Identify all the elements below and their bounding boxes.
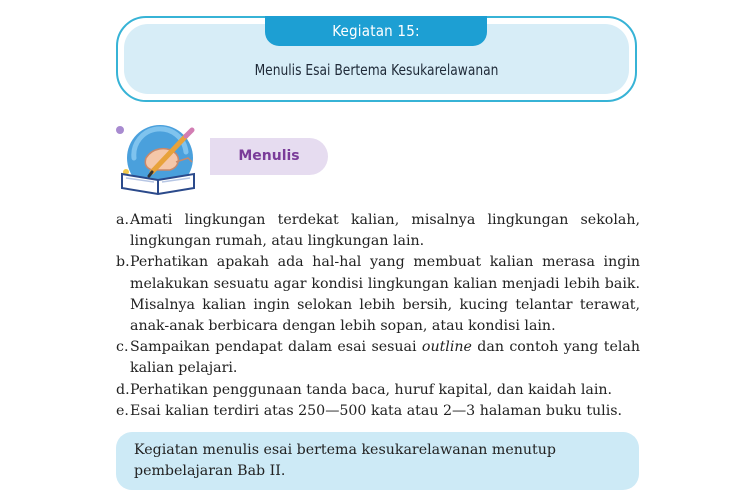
note-text: Kegiatan menulis esai bertema kesukarelawanan menutup pembelajaran Bab II.	[134, 442, 556, 479]
section-label: Menulis	[210, 138, 328, 175]
list-item-text	[130, 337, 640, 379]
activity-title: Menulis Esai Bertema Kesukarelawanan	[254, 61, 499, 79]
list-marker: b.	[116, 254, 130, 271]
list-item	[116, 252, 640, 337]
list-marker: e.	[116, 402, 129, 419]
list-item-text: Perhatikan penggunaan tanda baca, huruf kapital, dan kaidah lain.	[130, 381, 613, 398]
list-marker: c.	[116, 339, 129, 356]
list-marker: d.	[116, 381, 130, 398]
list-item	[116, 337, 640, 379]
list-item-text: Amati lingkungan terdekat kalian, misalnya lingkungan sekolah, lingkungan rumah, atau lingkungan lain.	[130, 212, 640, 250]
list-item	[116, 380, 640, 401]
list-item	[116, 210, 640, 252]
instruction-list	[116, 210, 640, 422]
list-item-text: Perhatikan apakah ada hal-hal yang membuat kalian merasa ingin melakukan sesuatu agar kondisi lingkungan kalian menjadi lebih baik. Misalnya kalian ingin selokan lebih bersih, kucing telantar terawat, anak-anak berbicara dengan lebih sopan, atau kondisi lain.	[130, 254, 640, 335]
note-box	[116, 432, 639, 490]
list-item-text-before: Sampaikan pendapat dalam esai sesuai	[130, 339, 422, 356]
list-marker: a.	[116, 212, 129, 228]
list-item	[116, 401, 640, 422]
list-item-text-italic: outline	[421, 339, 472, 356]
activity-label: Kegiatan 15:	[265, 16, 487, 46]
list-item-text-after: dan contoh yang telah kalian pelajari.	[130, 339, 640, 377]
list-item-text: Esai kalian terdiri atas 250—500 kata atau 2—3 halaman buku tulis.	[130, 402, 623, 419]
writing-hand-book-icon	[112, 118, 204, 200]
